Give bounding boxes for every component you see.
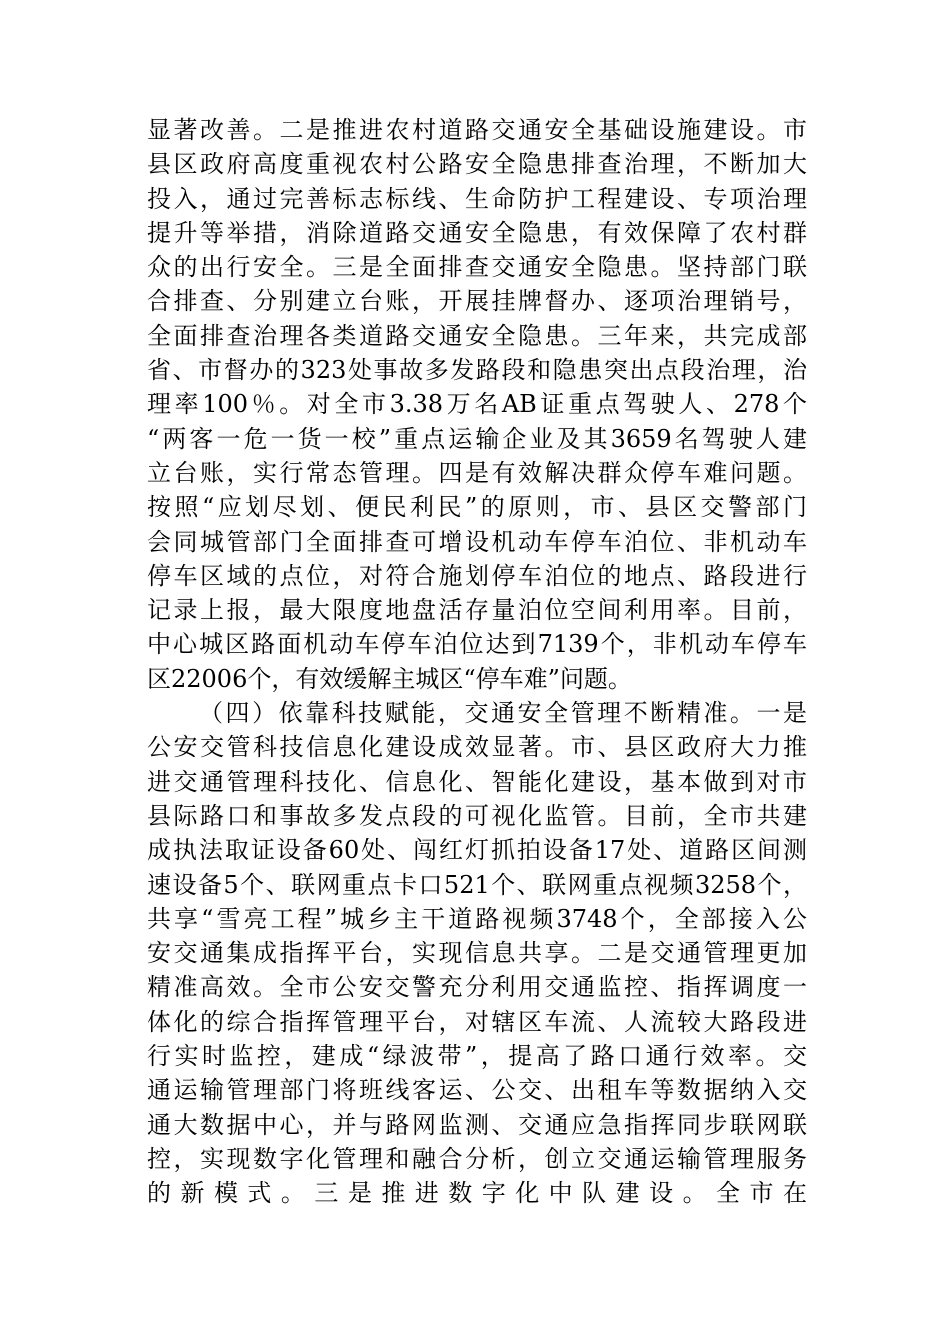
text-line: 众的出行安全。三是全面排查交通安全隐患。坚持部门联	[147, 253, 807, 282]
text-line: 按照“应划尽划、便民利民”的原则，市、县区交警部门	[147, 493, 807, 522]
section-heading-line: （四）依靠科技赋能，交通安全管理不断精准。一是	[199, 699, 807, 728]
text-line: 理率100％。对全市3.38万名AB证重点驾驶人、278个	[147, 390, 807, 419]
text-line: 县际路口和事故多发点段的可视化监管。目前，全市共建	[147, 801, 807, 830]
text-line: 县区政府高度重视农村公路安全隐患排查治理，不断加大	[147, 150, 807, 179]
text-line: 合排查、分别建立台账，开展挂牌督办、逐项治理销号，	[147, 287, 807, 316]
text-line: 记录上报，最大限度地盘活存量泊位空间利用率。目前，	[147, 596, 807, 625]
text-line: 通运输管理部门将班线客运、公交、出租车等数据纳入交	[147, 1076, 807, 1105]
text-line: 投入，通过完善标志标线、生命防护工程建设、专项治理	[147, 184, 807, 213]
text-line: 体化的综合指挥管理平台，对辖区车流、人流较大路段进	[147, 1007, 807, 1036]
text-line: 区22006个，有效缓解主城区“停车难”问题。	[147, 664, 632, 693]
document-body	[147, 113, 807, 1211]
text-line: 控，实现数字化管理和融合分析，创立交通运输管理服务	[147, 1144, 807, 1173]
text-line: 速设备5个、联网重点卡口521个、联网重点视频3258个，	[147, 870, 807, 899]
text-line: 停车区域的点位，对符合施划停车泊位的地点、路段进行	[147, 561, 807, 590]
text-line: 成执法取证设备60处、闯红灯抓拍设备17处、道路区间测	[147, 836, 807, 865]
text-line: 的新模式。三是推进数字化中队建设。全市在	[147, 1179, 807, 1208]
text-line: 行实时监控，建成“绿波带”，提高了路口通行效率。交	[147, 1042, 807, 1071]
text-line: 全面排查治理各类道路交通安全隐患。三年来，共完成部	[147, 321, 807, 350]
text-line: 共享“雪亮工程”城乡主干道路视频3748个，全部接入公	[147, 904, 807, 933]
text-line: 进交通管理科技化、信息化、智能化建设，基本做到对市	[147, 767, 807, 796]
text-line: 提升等举措，消除道路交通安全隐患，有效保障了农村群	[147, 218, 807, 247]
text-line: 会同城管部门全面排查可增设机动车停车泊位、非机动车	[147, 527, 807, 556]
text-line: 通大数据中心，并与路网监测、交通应急指挥同步联网联	[147, 1110, 807, 1139]
text-line: 安交通集成指挥平台，实现信息共享。二是交通管理更加	[147, 939, 807, 968]
text-line: 立台账，实行常态管理。四是有效解决群众停车难问题。	[147, 458, 807, 487]
text-line: 精准高效。全市公安交警充分利用交通监控、指挥调度一	[147, 973, 807, 1002]
text-line: “两客一危一货一校”重点运输企业及其3659名驾驶人建	[147, 424, 807, 453]
text-line: 中心城区路面机动车停车泊位达到7139个，非机动车停车	[147, 630, 807, 659]
text-line: 显著改善。二是推进农村道路交通安全基础设施建设。市	[147, 116, 807, 144]
text-line: 省、市督办的323处事故多发路段和隐患突出点段治理，治	[147, 356, 807, 385]
text-line: 公安交管科技信息化建设成效显著。市、县区政府大力推	[147, 733, 807, 762]
